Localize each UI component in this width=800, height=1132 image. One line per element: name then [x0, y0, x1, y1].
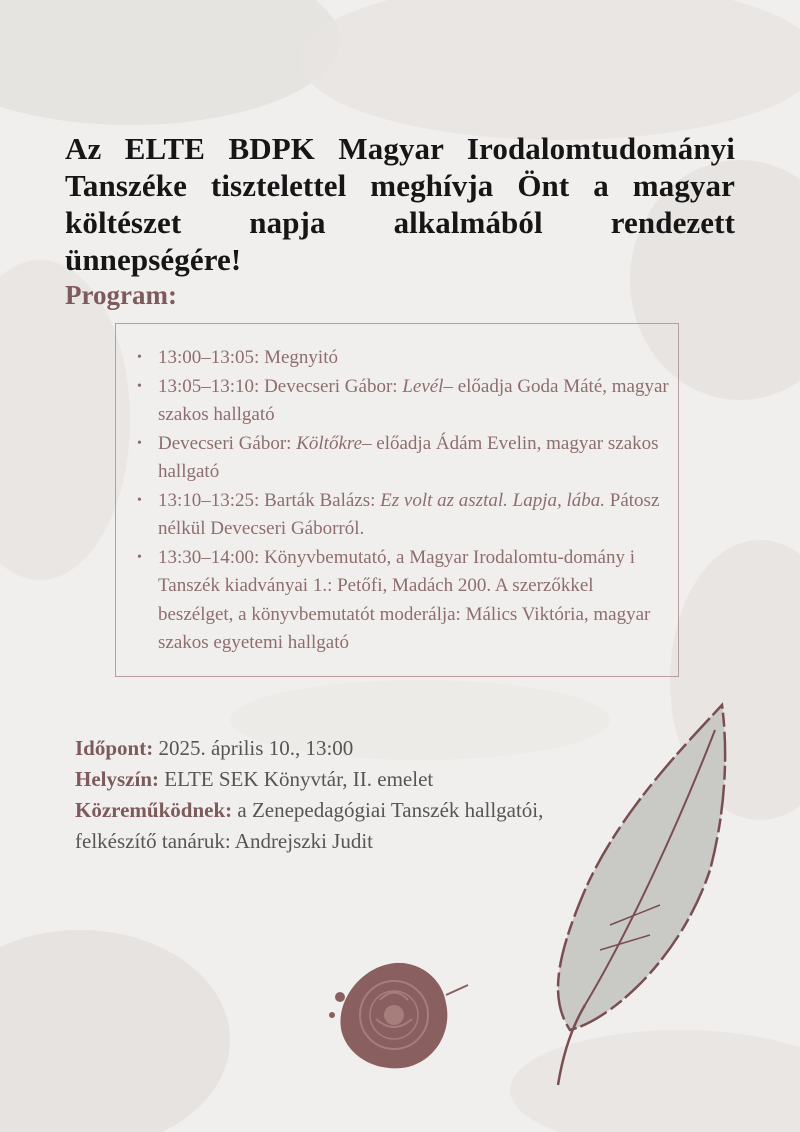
- program-item: • Devecseri Gábor: Költőkre– előadja Ádám Evelin, magyar szakos hallgató: [158, 430, 678, 487]
- program-item: • 13:05–13:10: Devecseri Gábor: Levél– előadja Goda Máté, magyar szakos hallgató: [158, 373, 678, 430]
- place-line: [75, 764, 575, 795]
- program-item: • 13:00–13:05: Megnyitó: [158, 344, 678, 373]
- place-label: Helyszín:: [75, 767, 159, 791]
- contrib-value: a Zenepedagógiai Tanszék hallgatói, felkészítő tanáruk: Andrejszki Judit: [75, 798, 544, 853]
- program-title: Program:: [65, 280, 177, 310]
- date-line: [75, 733, 575, 764]
- event-details: [75, 733, 575, 857]
- wax-seal-icon: [320, 955, 470, 1075]
- date-label: Időpont:: [75, 736, 154, 760]
- contrib-label: Közreműködnek:: [75, 798, 233, 822]
- invitation-headline: Az ELTE BDPK Magyar Irodalomtudományi Tanszéke tisztelettel meghívja Önt a magyar költészet napja alkalmából rendezett ünnepségére!: [65, 131, 735, 277]
- place-value: ELTE SEK Könyvtár, II. emelet: [159, 767, 434, 791]
- date-value: 2025. április 10., 13:00: [153, 736, 354, 760]
- contrib-line: [75, 795, 575, 857]
- program-list: [116, 324, 678, 658]
- program-box: [115, 323, 679, 677]
- program-item: • 13:30–14:00: Könyvbemutató, a Magyar Irodalomtu-domány i Tanszék kiadványai 1.: Petőfi, Madách 200. A szerzőkkel beszélget, a könyvbemutatót moderálja: Málics Viktória, magyar szakos egyetemi hallgató: [158, 544, 678, 658]
- program-item: • 13:10–13:25: Barták Balázs: Ez volt az asztal. Lapja, lába. Pátosz nélkül Devecseri Gáborról.: [158, 487, 678, 544]
- quill-feather-icon: [540, 700, 730, 1090]
